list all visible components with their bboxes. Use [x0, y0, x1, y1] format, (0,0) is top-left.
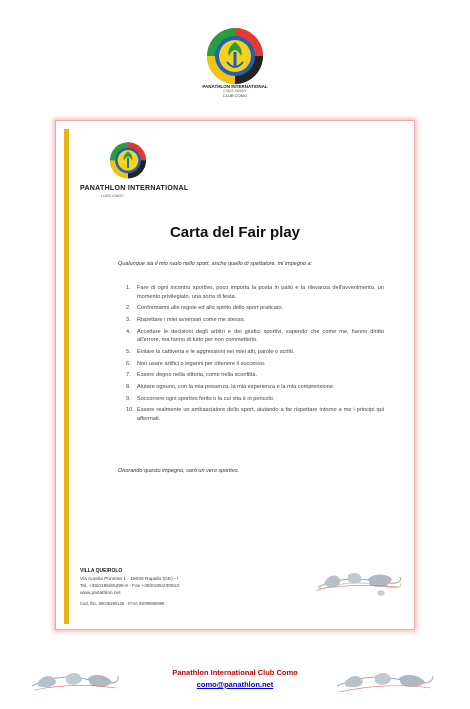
card-org-name: PANATHLON INTERNATIONAL — [80, 185, 189, 192]
list-item — [126, 348, 384, 357]
list-item — [126, 284, 384, 301]
item-text: Evitare la cattiveria e le aggressioni nei miei atti, parole o scritti. — [137, 348, 295, 355]
item-number: 5. — [126, 348, 131, 355]
item-number: 8. — [126, 383, 131, 390]
item-text: Aiutare ognuno, con la mia presenza, la mia esperienza e la mia comprensione. — [137, 383, 335, 390]
item-number: 10. — [126, 407, 134, 414]
panathlon-logo — [205, 26, 265, 88]
list-item — [126, 371, 384, 380]
item-number: 3. — [126, 316, 131, 323]
villa-name: VILLA QUEIROLO — [80, 568, 123, 574]
address-block — [80, 568, 250, 607]
list-item — [126, 383, 384, 392]
top-club-line: CLUB COMO — [222, 92, 248, 98]
website: www.panathlon.net — [80, 591, 121, 597]
item-number: 7. — [126, 372, 131, 379]
list-item — [126, 316, 384, 325]
phone-fax: Tel. +39/0185/65295-6 - Fax +39/0185/230513 — [80, 584, 179, 590]
item-number: 1. — [126, 285, 131, 291]
item-text: Soccorrere ogni sportivo ferito o la cui vita è in pericolo. — [137, 395, 275, 402]
item-number: 4. — [126, 328, 131, 335]
street-address: Via Aurelia Ponente 1 - 16035 Rapallo (GE) - I — [80, 577, 179, 583]
card-panathlon-logo — [108, 141, 148, 181]
item-text: Fare di ogni incontro sportivo, poco importa la posta in palio e la rilevanza dell'avvenimento, un momento privilegiato, una sorta di festa. — [137, 285, 384, 300]
list-item — [126, 406, 384, 423]
footer-world-map-right-icon — [335, 662, 435, 702]
footer-email-link[interactable]: como@panathlon.net — [196, 680, 274, 689]
top-motto: LUDIS IUNGIT — [223, 88, 247, 93]
card-motto: LUDIS IUNGIT — [101, 194, 125, 198]
tax-codes: Cod. fisc. 80045290105 - P.IVA 02009860996 — [80, 601, 165, 607]
list-item — [126, 328, 384, 345]
fair-play-charter-card — [55, 120, 415, 630]
list-item — [126, 395, 384, 404]
world-map-icon — [314, 561, 402, 601]
document-intro: Qualunque sia il mio ruolo nello sport, anche quello di spettatore, mi impegno a: — [118, 261, 313, 267]
top-org-line: PANATHLON INTERNATIONAL — [202, 84, 268, 89]
document-title: Carta del Fair play — [169, 224, 301, 241]
accent-bar — [64, 129, 69, 624]
commitment-list — [126, 284, 384, 427]
list-item — [126, 360, 384, 369]
closing-statement: Onorando questo impegno, sarò un vero sportivo. — [118, 468, 240, 474]
footer-club-name: Panathlon International Club Como — [172, 668, 298, 677]
item-text: Non usare artifici o inganni per ottenere il successo. — [137, 360, 266, 367]
item-number: 6. — [126, 360, 131, 367]
item-text: Accettare le decisioni degli arbitri e dei giudici sportivi, sapendo che come me, hanno diritto all'errore, ma fanno di tutto per non commetterlo. — [137, 328, 384, 344]
item-text: Conformarmi alle regole ed allo spirito dello sport praticato. — [137, 305, 284, 312]
item-number: 9. — [126, 395, 131, 402]
item-number: 2. — [126, 305, 131, 312]
top-caption — [160, 85, 310, 98]
item-text: Essere degno nella vittoria, come nella sconfitta. — [137, 372, 258, 379]
item-text: Essere realmente un ambasciatore dello sport, aiutando a far rispettare intorno a me i principi qui affermati. — [137, 407, 384, 422]
list-item — [126, 304, 384, 313]
item-text: Rispettare i miei avversari come me stesso. — [137, 316, 246, 323]
